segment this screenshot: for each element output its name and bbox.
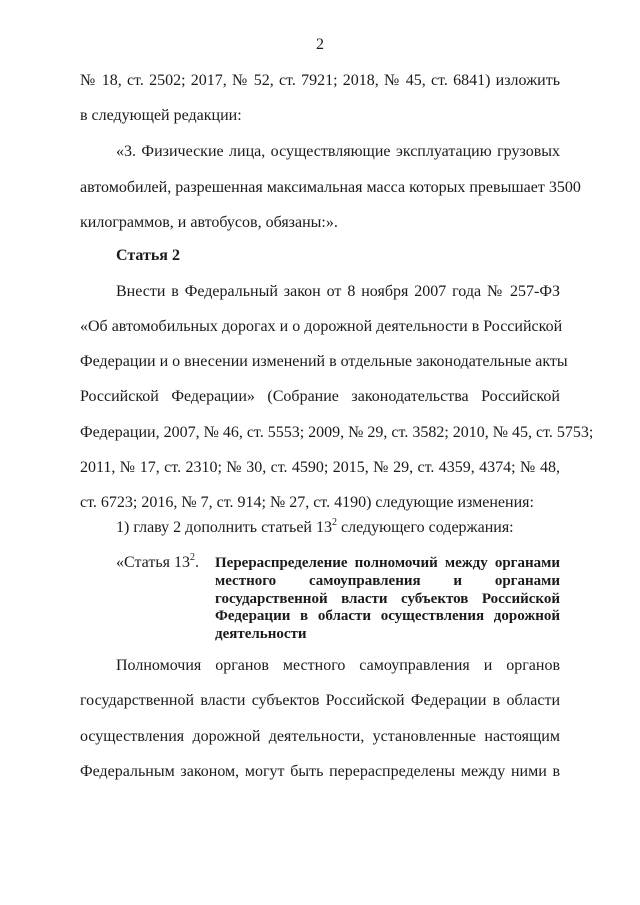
quote-line: автомобилей, разрешенная максимальная масса которых превышает 3500 xyxy=(80,179,581,196)
article-title-line: Перераспределение полномочий между органами xyxy=(215,555,560,571)
article-label-text: «Статья 13 xyxy=(116,554,190,571)
paragraph-line: Российской Федерации» (Собрание законодательства Российской xyxy=(80,388,560,405)
paragraph-line: № 18, ст. 2502; 2017, № 52, ст. 7921; 2018, № 45, ст. 6841) изложить xyxy=(80,72,560,89)
paragraph-line: Федерации, 2007, № 46, ст. 5553; 2009, № 29, ст. 3582; 2010, № 45, ст. 5753; xyxy=(80,424,594,441)
paragraph-line: ст. 6723; 2016, № 7, ст. 914; № 27, ст. 4190) следующие изменения: xyxy=(80,494,534,511)
paragraph-line: в следующей редакции: xyxy=(80,107,242,124)
article-label-text: . xyxy=(194,554,199,571)
article-title-line: Федерации в области осуществления дорожной xyxy=(215,608,560,624)
list-item-text: 1) главу 2 дополнить статьей 13 xyxy=(116,519,332,536)
paragraph-line: Внести в Федеральный закон от 8 ноября 2007 года № 257-ФЗ xyxy=(116,283,560,300)
article-title-line: деятельности xyxy=(215,626,307,642)
article-label xyxy=(116,553,199,573)
paragraph-line: 2011, № 17, ст. 2310; № 30, ст. 4590; 2015, № 29, ст. 4359, 4374; № 48, xyxy=(80,459,560,476)
superscript: 2 xyxy=(332,517,337,528)
paragraph-line: Полномочия органов местного самоуправления и органов xyxy=(116,657,560,674)
page-number: 2 xyxy=(316,36,324,53)
paragraph-line: Федеральным законом, могут быть перераспределены между ними в xyxy=(80,763,560,780)
article-title-line: местного самоуправления и органами xyxy=(215,573,560,589)
superscript: 2 xyxy=(189,552,195,563)
paragraph-line: осуществления дорожной деятельности, установленные настоящим xyxy=(80,728,560,745)
paragraph-line: Федерации и о внесении изменений в отдельные законодательные акты xyxy=(80,353,568,370)
article-title-line: государственной власти субъектов Российской xyxy=(215,591,560,607)
article-heading: Статья 2 xyxy=(116,247,180,264)
list-item xyxy=(116,518,560,538)
list-item-text: следующего содержания: xyxy=(337,519,514,536)
paragraph-line: государственной власти субъектов Российской Федерации в области xyxy=(80,692,560,709)
paragraph-line: «Об автомобильных дорогах и о дорожной деятельности в Российской xyxy=(80,318,563,335)
quote-line: килограммов, и автобусов, обязаны:». xyxy=(80,214,338,231)
quote-line: «3. Физические лица, осуществляющие эксплуатацию грузовых xyxy=(116,143,560,160)
